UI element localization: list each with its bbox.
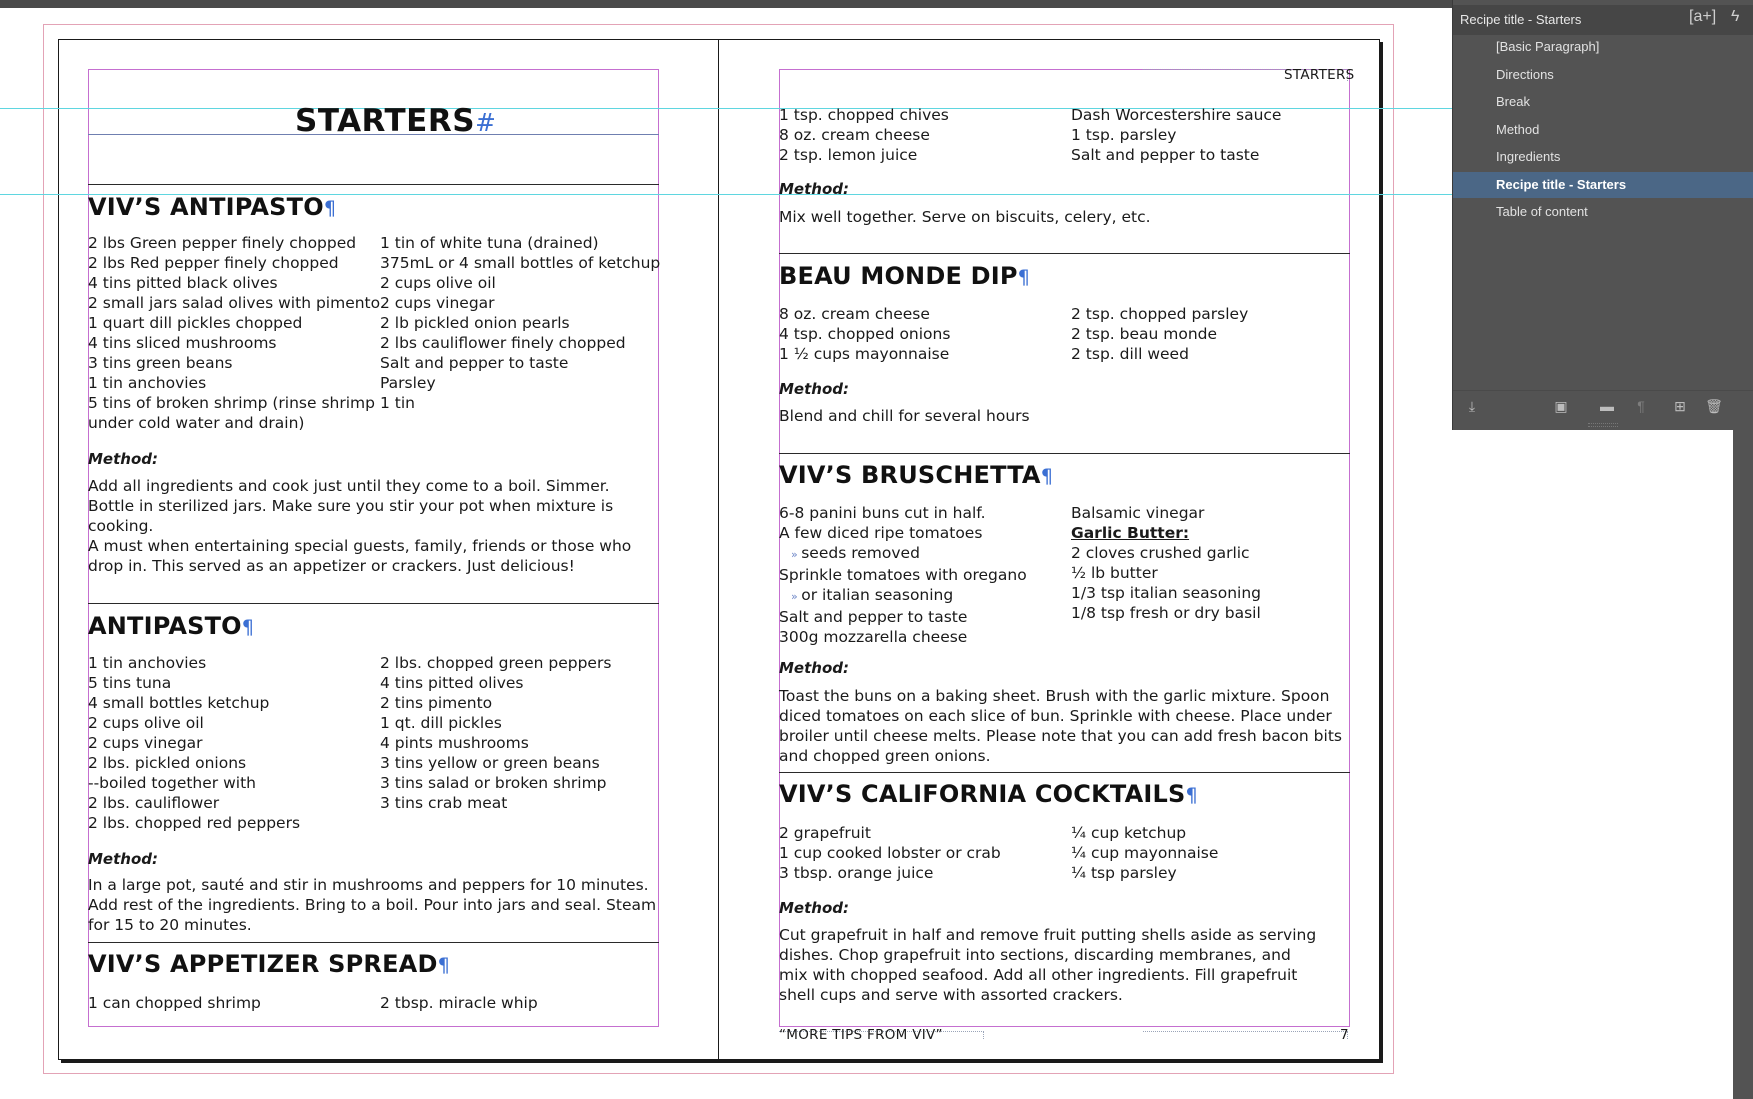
ingredient: Salt and pepper to taste	[779, 608, 968, 626]
ingredient: 4 tins pitted olives	[380, 674, 524, 692]
footer-running-text[interactable]: “MORE TIPS FROM VIV”	[779, 1027, 943, 1043]
ingredient: 2 lbs. pickled onions	[88, 754, 247, 772]
ingredient: 2 grapefruit	[779, 824, 871, 842]
ingredient: --boiled together with	[88, 774, 256, 792]
section-rule	[779, 453, 1350, 454]
section-rule	[88, 942, 659, 943]
ingredient: Parsley	[380, 374, 436, 392]
ingredient: 8 oz. cream cheese	[779, 305, 930, 323]
page-number-frame	[1143, 1031, 1348, 1039]
ingredient: Balsamic vinegar	[1071, 504, 1205, 522]
ingredient: under cold water and drain)	[88, 414, 305, 432]
section-rule	[779, 253, 1350, 254]
ingredients-col-2[interactable]	[380, 653, 611, 813]
ingredient: 2 cups vinegar	[88, 734, 203, 752]
ingredient: 2 cups olive oil	[380, 274, 496, 292]
method-label[interactable]: Method:	[88, 850, 158, 868]
ingredient: 1 can chopped shrimp	[88, 994, 261, 1012]
ingredient-continued: » seeds removed	[779, 543, 1027, 565]
ingredient: 1 tin of white tuna (drained)	[380, 234, 599, 252]
ingredient: 2 tbsp. miracle whip	[380, 994, 538, 1012]
ingredient: 2 small jars salad olives with pimento	[88, 294, 381, 312]
ingredient: ¼ tsp parsley	[1071, 864, 1177, 882]
ingredient: 300g mozzarella cheese	[779, 628, 968, 646]
paragraph-styles-panel	[1452, 0, 1753, 430]
ingredient: 2 cups olive oil	[88, 714, 204, 732]
ingredient: 2 lbs. chopped green peppers	[380, 654, 612, 672]
style-item-break[interactable]: Break	[1496, 94, 1530, 109]
ingredients-col-1[interactable]	[88, 993, 261, 1013]
ingredient: 2 lbs. chopped red peppers	[88, 814, 301, 832]
clear-overrides-icon[interactable]: ¶	[1637, 398, 1645, 414]
ingredient: 1/3 tsp italian seasoning	[1071, 584, 1261, 602]
style-item-recipe-title-starters[interactable]: Recipe title - Starters	[1453, 172, 1753, 198]
new-style-icon[interactable]: ⊞	[1674, 398, 1686, 414]
ingredient: Salt and pepper to taste	[380, 354, 569, 372]
ingredients-col-1[interactable]	[88, 233, 380, 433]
ingredients-col-2[interactable]	[1071, 503, 1261, 623]
ingredient: 3 tins crab meat	[380, 794, 508, 812]
ingredient: 5 tins of broken shrimp (rinse shrimp	[88, 394, 375, 412]
ingredient: Salt and pepper to taste	[1071, 146, 1260, 164]
ingredient: 4 tins pitted black olives	[88, 274, 278, 292]
ingredients-col-1[interactable]	[779, 823, 1001, 883]
ingredient: 3 tbsp. orange juice	[779, 864, 934, 882]
spread-spine	[718, 40, 719, 1060]
ingredient: 4 tins sliced mushrooms	[88, 334, 277, 352]
ingredients-col-2[interactable]	[1071, 105, 1281, 165]
recipe-title-california-cocktails[interactable]: VIV’S CALIFORNIA COCKTAILS¶	[779, 780, 1198, 808]
page-number[interactable]: 7	[1340, 1027, 1349, 1043]
method-note[interactable]: A must when entertaining special guests, family, friends or those who drop in. This served as an appetizer or crackers. Just delicious!	[88, 537, 632, 575]
style-item-directions[interactable]: Directions	[1496, 67, 1554, 82]
method-label[interactable]: Method:	[779, 180, 849, 198]
ingredient: 1 tin anchovies	[88, 374, 207, 392]
ingredient: 2 lb pickled onion pearls	[380, 314, 570, 332]
panel-resize-grip[interactable]	[1588, 423, 1618, 427]
method-label[interactable]: Method:	[779, 659, 849, 677]
method-text[interactable]: Add all ingredients and cook just until they come to a boil. Simmer. Bottle in sterilized jars. Make sure you stir your pot when mixture is cooking.	[88, 477, 614, 535]
ingredient: 375mL or 4 small bottles of ketchup	[380, 254, 661, 272]
ingredients-col-2[interactable]	[380, 233, 660, 413]
method-text[interactable]: In a large pot, sauté and stir in mushrooms and peppers for 10 minutes. Add rest of the ingredients. Bring to a boil. Pour into jars and seal. Steam for 15 to 20 minutes.	[88, 876, 657, 934]
ingredient: 5 tins tuna	[88, 674, 172, 692]
method-text[interactable]: Toast the buns on a baking sheet. Brush with the garlic mixture. Spoon diced tomatoes on each slice of bun. Sprinkle with cheese. Place under broiler until cheese melts. Please note that you can add fresh bacon bits and chopped green onions.	[779, 687, 1342, 765]
ingredient: 2 tsp. beau monde	[1071, 325, 1218, 343]
ingredient: 2 tsp. chopped parsley	[1071, 305, 1249, 323]
ingredient: 2 tsp. lemon juice	[779, 146, 918, 164]
ingredient: 1 tin	[380, 394, 415, 412]
ingredient: ¼ cup ketchup	[1071, 824, 1187, 842]
ingredients-col-2[interactable]	[380, 993, 538, 1013]
method-label[interactable]: Method:	[88, 450, 158, 468]
ingredients-col-1[interactable]	[779, 105, 949, 165]
ingredient: 1 ½ cups mayonnaise	[779, 345, 950, 363]
ingredient: 6-8 panini buns cut in half.	[779, 504, 986, 522]
ingredient: 1/8 tsp fresh or dry basil	[1071, 604, 1261, 622]
lightning-icon[interactable]: ϟ	[1731, 8, 1740, 25]
ingredients-col-1[interactable]	[779, 503, 1027, 647]
ingredient: 2 cups vinegar	[380, 294, 495, 312]
ingredients-col-1[interactable]	[88, 653, 300, 833]
method-text[interactable]: Mix well together. Serve on biscuits, celery, etc.	[779, 208, 1151, 226]
ingredient: 1 cup cooked lobster or crab	[779, 844, 1001, 862]
ingredient: 3 tins yellow or green beans	[380, 754, 600, 772]
new-group-icon[interactable]: ▣	[1554, 398, 1568, 414]
recipe-title-antipasto[interactable]: ANTIPASTO¶	[88, 612, 255, 640]
style-item-method[interactable]: Method	[1496, 122, 1540, 137]
ingredient: 3 tins salad or broken shrimp	[380, 774, 607, 792]
ingredient: 3 tins green beans	[88, 354, 233, 372]
ingredient: 1 tsp. chopped chives	[779, 106, 949, 124]
load-styles-icon[interactable]: ⤓	[1468, 398, 1476, 414]
ingredient: 1 quart dill pickles chopped	[88, 314, 303, 332]
section-rule	[88, 184, 659, 185]
section-rule	[779, 772, 1350, 773]
ingredient: A few diced ripe tomatoes	[779, 524, 983, 542]
running-head[interactable]: STARTERS	[1284, 67, 1355, 83]
ingredient: 2 lbs cauliflower finely chopped	[380, 334, 626, 352]
ingredient: 2 tsp. dill weed	[1071, 345, 1189, 363]
recipe-title-appetizer-spread[interactable]: VIV’S APPETIZER SPREAD¶	[88, 950, 450, 978]
ingredient: 2 lbs. cauliflower	[88, 794, 220, 812]
ingredient: 2 lbs Red pepper finely chopped	[88, 254, 339, 272]
ingredient: ¼ cup mayonnaise	[1071, 844, 1219, 862]
style-item-basic-paragraph[interactable]: [Basic Paragraph]	[1496, 39, 1600, 54]
ingredient: 4 tsp. chopped onions	[779, 325, 951, 343]
ingredient: 1 qt. dill pickles	[380, 714, 502, 732]
method-label[interactable]: Method:	[779, 380, 849, 398]
ingredient: 1 tsp. parsley	[1071, 126, 1177, 144]
delete-icon[interactable]: 🗑	[1705, 398, 1723, 414]
recipe-title-vivs-antipasto[interactable]: VIV’S ANTIPASTO¶	[88, 193, 337, 221]
ingredient: 4 pints mushrooms	[380, 734, 529, 752]
ingredient: 8 oz. cream cheese	[779, 126, 930, 144]
subheading-garlic-butter: Garlic Butter:	[1071, 524, 1190, 542]
page-title[interactable]: STARTERS#	[295, 103, 497, 139]
ingredient: Dash Worcestershire sauce	[1071, 106, 1282, 124]
panel-title: Recipe title - Starters	[1460, 12, 1582, 27]
ingredient: Sprinkle tomatoes with oregano	[779, 566, 1027, 584]
ingredient: 2 lbs Green pepper finely chopped	[88, 234, 357, 252]
style-item-ingredients[interactable]: Ingredients	[1496, 149, 1561, 164]
section-rule	[88, 603, 659, 604]
ingredient: ½ lb butter	[1071, 564, 1158, 582]
method-label[interactable]: Method:	[779, 899, 849, 917]
ingredients-col-1[interactable]	[779, 304, 950, 364]
ingredients-col-2[interactable]	[1071, 304, 1248, 364]
ingredient: 2 cloves crushed garlic	[1071, 544, 1250, 562]
recipe-title-bruschetta[interactable]: VIV’S BRUSCHETTA¶	[779, 461, 1054, 489]
new-style-from-selection-icon[interactable]: [a+]	[1689, 8, 1717, 25]
ingredient: 4 small bottles ketchup	[88, 694, 270, 712]
ingredient: 1 tin anchovies	[88, 654, 207, 672]
style-item-table-of-content[interactable]: Table of content	[1496, 204, 1588, 219]
ingredients-col-2[interactable]	[1071, 823, 1218, 883]
folder-icon[interactable]: ▬	[1600, 398, 1614, 414]
method-text[interactable]: Cut grapefruit in half and remove fruit putting shells aside as serving dishes. Chop grapefruit into sections, discarding membranes, and mix with chopped seafood. Add all other ingredients. Fill grapefruit shell cups and serve with assorted crackers.	[779, 926, 1317, 1004]
ingredient: 2 tins pimento	[380, 694, 493, 712]
panel-footer	[1453, 390, 1753, 420]
method-text[interactable]: Blend and chill for several hours	[779, 407, 1030, 425]
ingredient-continued: » or italian seasoning	[779, 585, 1027, 607]
recipe-title-beau-monde-dip[interactable]: BEAU MONDE DIP¶	[779, 262, 1031, 290]
